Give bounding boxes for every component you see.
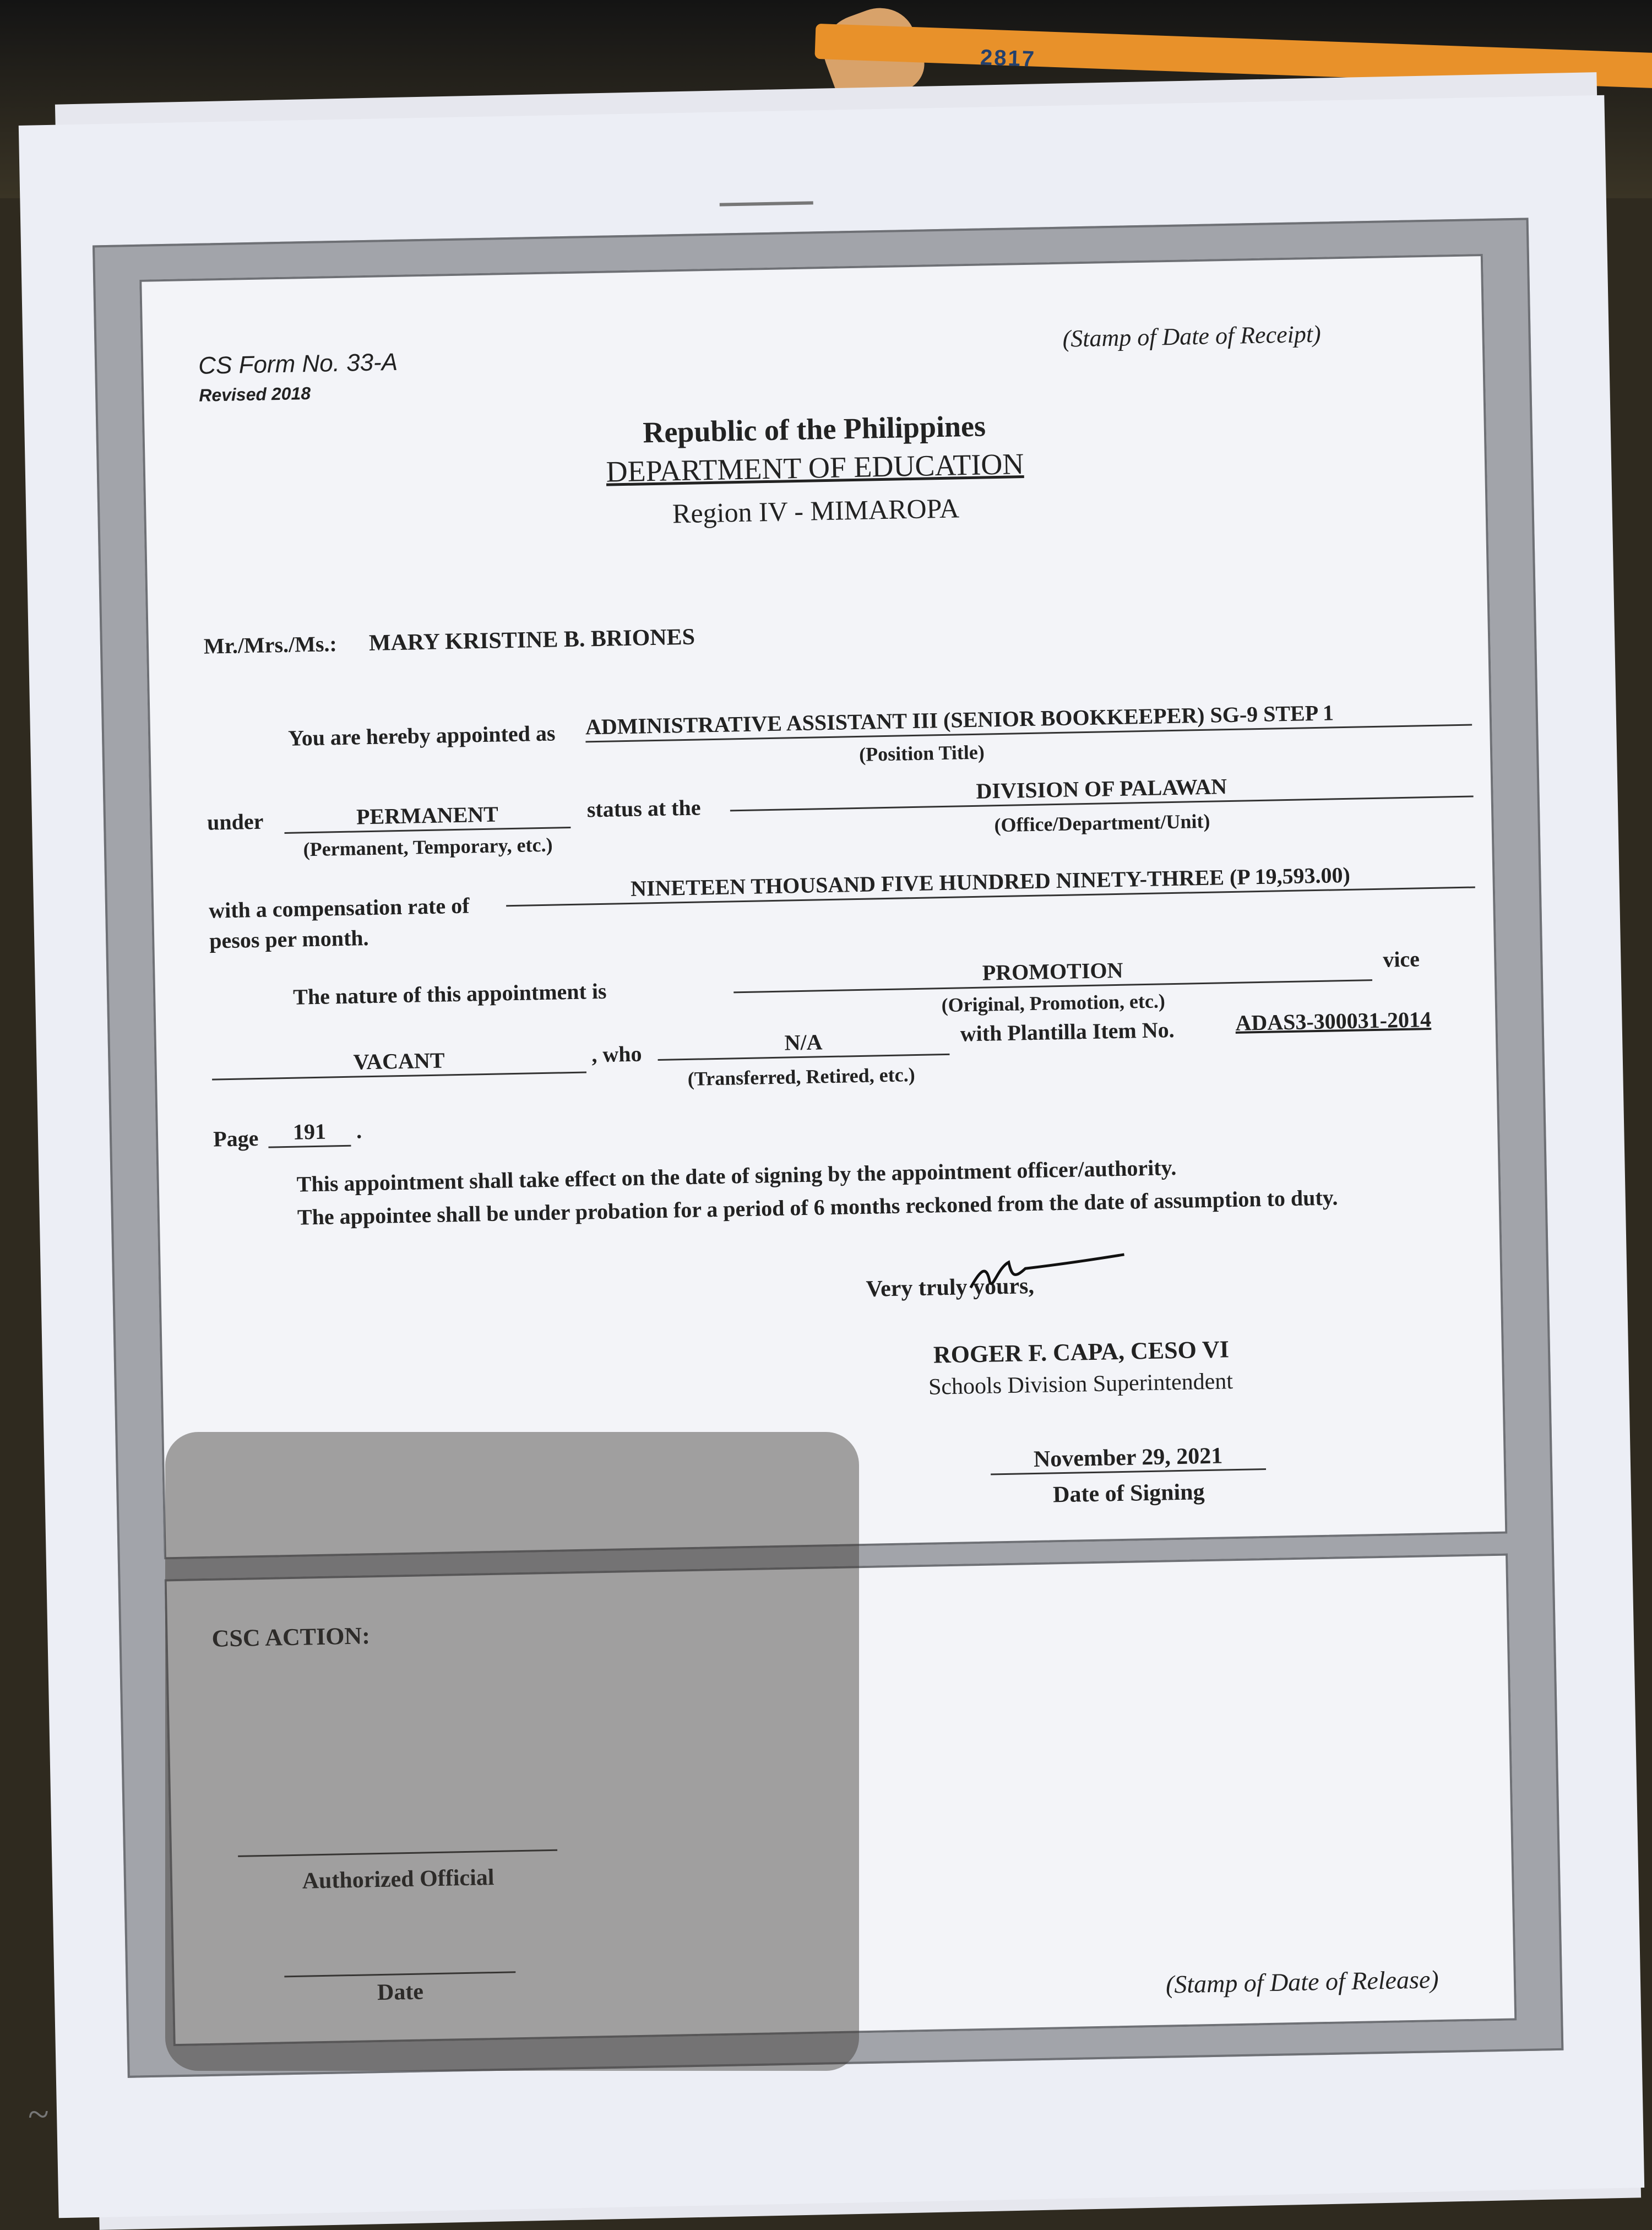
appointment-section xyxy=(139,254,1507,1559)
signature-scribble xyxy=(959,1232,1136,1301)
authorized-official-label: Authorized Official xyxy=(302,1865,494,1894)
office-caption: (Office/Department/Unit) xyxy=(994,810,1210,837)
effect-statement: This appointment shall take effect on the date of signing by the appointment officer/authority. xyxy=(296,1154,1177,1197)
probation-statement: The appointee shall be under probation for a period of 6 months reckoned from the date of assumption to duty. xyxy=(297,1185,1338,1230)
stamp-release-label: (Stamp of Date of Release) xyxy=(1165,1965,1439,1999)
nature-caption: (Original, Promotion, etc.) xyxy=(941,990,1166,1017)
page-number: 191 xyxy=(268,1118,351,1148)
position-title-value: ADMINISTRATIVE ASSISTANT III (SENIOR BOOKKEEPER) SG-9 STEP 1 xyxy=(585,697,1472,743)
under-label: under xyxy=(206,809,264,835)
pesos-per-month-label: pesos per month. xyxy=(209,925,369,953)
region-heading: Region IV - MIMAROPA xyxy=(672,492,960,529)
appointed-as-label: You are hereby appointed as xyxy=(287,720,556,751)
signatory-title: Schools Division Superintendent xyxy=(928,1369,1233,1400)
form-number: CS Form No. 33-A xyxy=(198,348,398,379)
stamp-receipt-label: (Stamp of Date of Receipt) xyxy=(1062,320,1322,352)
margin-scribble: ~ xyxy=(28,2093,48,2136)
signatory-name: ROGER F. CAPA, CESO VI xyxy=(933,1336,1230,1369)
plantilla-label: with Plantilla Item No. xyxy=(960,1017,1175,1046)
pencil-brand-text: 2817 xyxy=(980,45,1036,72)
department-name: DEPARTMENT OF EDUCATION xyxy=(606,447,1024,489)
form-revision: Revised 2018 xyxy=(198,383,311,405)
vice-value: VACANT xyxy=(211,1045,586,1081)
status-at-label: status at the xyxy=(586,795,701,822)
compensation-value: NINETEEN THOUSAND FIVE HUNDRED NINETY-THREE (P 19,593.00) xyxy=(506,859,1475,907)
valediction: Very truly yours, xyxy=(866,1273,1035,1302)
who-caption: (Transferred, Retired, etc.) xyxy=(687,1064,915,1090)
page-period: . xyxy=(356,1118,362,1143)
status-caption: (Permanent, Temporary, etc.) xyxy=(303,833,553,861)
csc-date-label: Date xyxy=(377,1979,424,2006)
page-label: Page xyxy=(213,1125,259,1152)
vice-label: vice xyxy=(1382,946,1420,972)
who-label: , who xyxy=(591,1041,642,1067)
salutation-label: Mr./Mrs./Ms.: xyxy=(203,631,338,659)
appointee-name: MARY KRISTINE B. BRIONES xyxy=(368,624,695,656)
date-of-signing-label: Date of Signing xyxy=(1052,1479,1205,1508)
staple xyxy=(720,201,813,206)
nature-value: PROMOTION xyxy=(733,952,1372,993)
nature-label: The nature of this appointment is xyxy=(292,978,607,1010)
csc-action-label: CSC ACTION: xyxy=(211,1622,371,1652)
position-title-caption: (Position Title) xyxy=(858,741,985,766)
status-value: PERMANENT xyxy=(284,800,571,834)
plantilla-number: ADAS3-300031-2014 xyxy=(1235,1007,1432,1035)
date-of-signing-value: November 29, 2021 xyxy=(990,1442,1266,1475)
who-value: N/A xyxy=(657,1027,950,1061)
office-value: DIVISION OF PALAWAN xyxy=(730,769,1474,812)
compensation-label: with a compensation rate of xyxy=(208,893,470,923)
hand-shadow xyxy=(165,1432,859,2071)
republic-heading: Republic of the Philippines xyxy=(642,409,986,449)
